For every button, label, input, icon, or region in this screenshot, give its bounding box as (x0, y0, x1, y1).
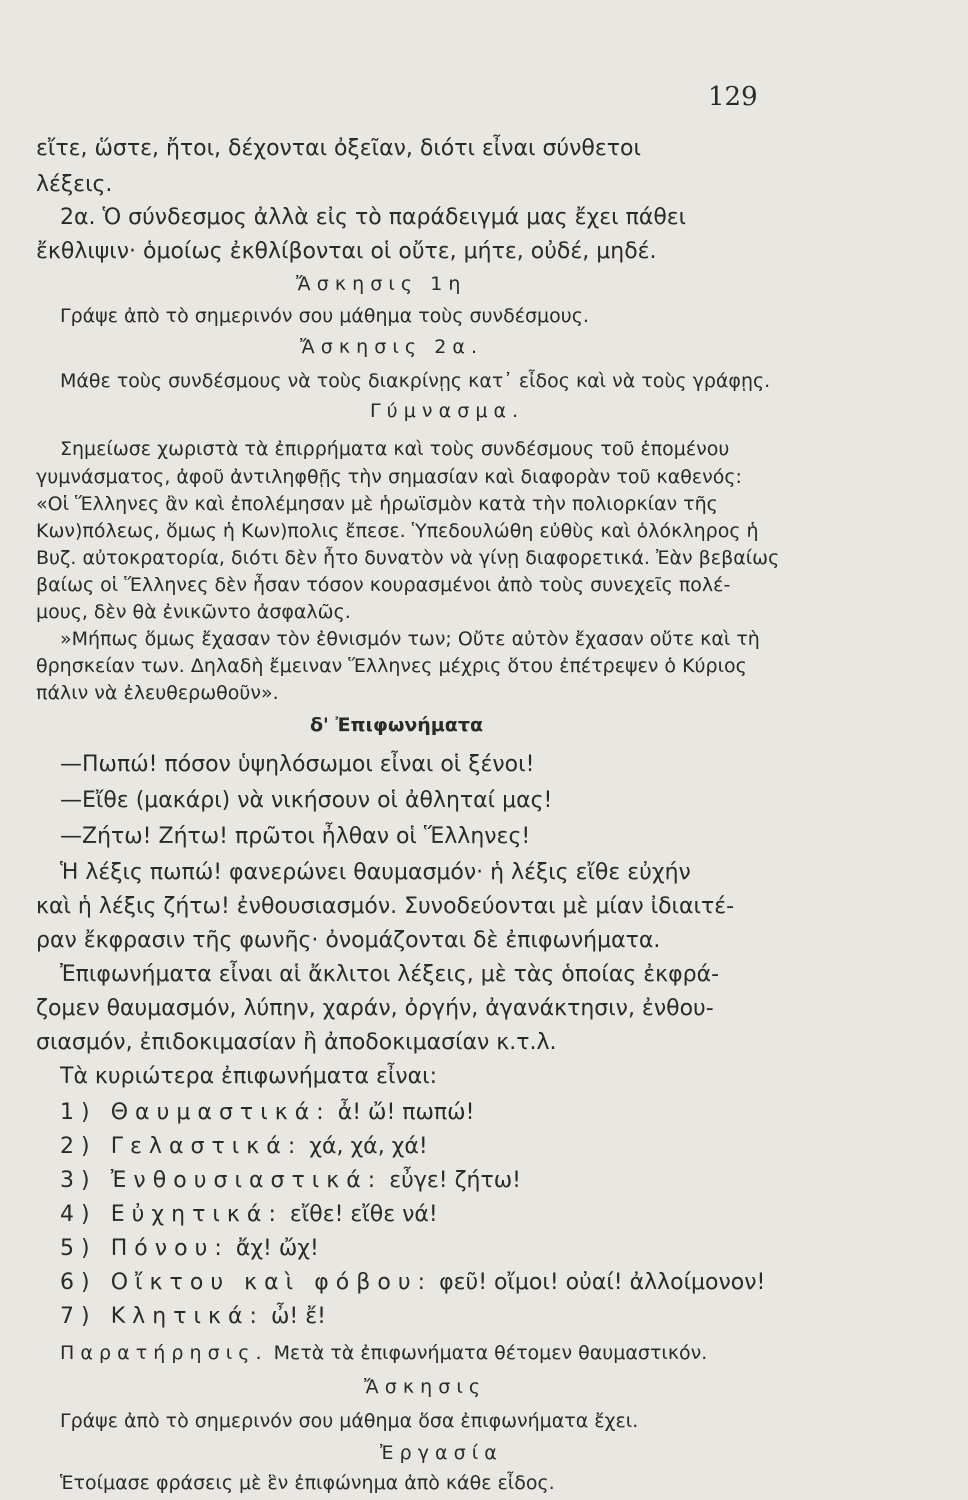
list-item (60, 1238, 319, 1260)
example-line: —Ζήτω! Ζήτω! πρῶτοι ἦλθαν οἱ Ἕλληνες! (60, 824, 531, 849)
intro-line-1: εἴτε, ὥστε, ἤτοι, δέχονται ὀξεῖαν, διότι εἶναι σύνθετοι (36, 136, 641, 161)
gymnasma-line: μους, δὲν θὰ ἐνικῶντο ἀσφαλῶς. (36, 601, 351, 623)
explanation-line: Τὰ κυριώτερα ἐπιφωνήματα εἶναι: (60, 1064, 438, 1089)
list-item-value: εἴθε! εἴθε νά! (289, 1202, 438, 1227)
note (60, 1344, 707, 1363)
list-item-label: 7) Κλητικά: (60, 1304, 264, 1329)
list-item-label: 5) Πόνου: (60, 1236, 229, 1261)
gymnasma-line: Κων)πόλεως, ὅμως ἡ Κων)πολις ἔπεσε. Ὑπεδουλώθη εὐθὺς καὶ ὁλόκληρος ἡ (36, 520, 759, 542)
gymnasma-line: Σημείωσε χωριστὰ τὰ ἐπιρρήματα καὶ τοὺς συνδέσμους τοῦ ἑπομένου (60, 438, 730, 460)
list-item-value: εὖγε! ζήτω! (389, 1168, 521, 1193)
work-text: Ἑτοίμασε φράσεις μὲ ἓν ἐπιφώνημα ἀπὸ κάθε εἶδος. (60, 1472, 555, 1494)
explanation-line: Ἐπιφωνήματα εἶναι αἱ ἄκλιτοι λέξεις, μὲ τὰς ὁποίας ἐκφρά- (60, 962, 720, 987)
exercise-2-title: Ἄσκησις 2α. (300, 336, 484, 358)
list-item-value: ἄχ! ὤχ! (235, 1236, 319, 1261)
gymnasma-line: βαίως οἱ Ἕλληνες δὲν ἦσαν τόσον κουρασμένοι ἀπὸ τοὺς συνεχεῖς πολέ- (36, 574, 731, 596)
gymnasma-line: »Μήπως ὅμως ἔχασαν τὸν ἐθνισμόν των; Οὔτε αὐτὸν ἔχασαν οὔτε καὶ τὴ (60, 628, 760, 650)
list-item (60, 1136, 428, 1158)
intro-line-4: ἔκθλιψιν· ὁμοίως ἐκθλίβονται οἱ οὔτε, μήτε, οὐδέ, μηδέ. (36, 239, 657, 264)
gymnasma-line: πάλιν νὰ ἐλευθερωθοῦν». (36, 682, 279, 704)
exercise-3-text: Γράψε ἀπὸ τὸ σημερινόν σου μάθημα ὅσα ἐπιφωνήματα ἔχει. (60, 1410, 639, 1432)
gymnasma-line: Βυζ. αὐτοκρατορία, διότι δὲν ἦτο δυνατὸν νὰ γίνῃ διαφορετικά. Ἐὰν βεβαίως (36, 547, 780, 569)
list-item-label: 2) Γελαστικά: (60, 1134, 303, 1159)
page-number: 129 (708, 82, 758, 112)
gymnasma-line: γυμνάσματος, ἀφοῦ ἀντιληφθῇς τὴν σημασίαν καὶ διαφορὰν τοῦ καθενός: (36, 466, 742, 488)
example-line: —Πωπώ! πόσον ὑψηλόσωμοι εἶναι οἱ ξένοι! (60, 752, 535, 777)
list-item-value: φεῦ! οἴμοι! οὐαί! ἀλλοίμονον! (439, 1270, 766, 1295)
exercise-1-title: Ἄσκησις 1η (296, 273, 467, 295)
explanation-line: καὶ ἡ λέξις ζήτω! ἐνθουσιασμόν. Συνοδεύονται μὲ μίαν ἰδιαιτέ- (36, 894, 735, 919)
list-item-label: 4) Εὐχητικά: (60, 1202, 283, 1227)
example-line: —Εἴθε (μακάρι) νὰ νικήσουν οἱ ἀθληταί μας! (60, 788, 553, 813)
note-text: Μετὰ τὰ ἐπιφωνήματα θέτομεν θαυμαστικόν. (273, 1342, 708, 1364)
intro-line-2: λέξεις. (36, 172, 113, 197)
list-item (60, 1102, 474, 1124)
exercise-3-title: Ἄσκησις (364, 1376, 487, 1398)
list-item-label: 3) Ἐνθουσιαστικά: (60, 1168, 383, 1193)
list-item-value: ἆ! ὤ! πωπώ! (337, 1100, 475, 1125)
section-heading: δ' Ἐπιφωνήματα (310, 714, 484, 736)
list-item (60, 1170, 521, 1192)
list-item-label: 6) Οἴκτου καὶ φόβου: (60, 1270, 433, 1295)
list-item-value: χά, χά, χά! (309, 1134, 428, 1159)
work-title: Ἐργασία (380, 1442, 503, 1464)
explanation-line: ραν ἔκφρασιν τῆς φωνῆς· ὀνομάζονται δὲ ἐπιφωνήματα. (36, 928, 661, 953)
list-item-label: 1) Θαυμαστικά: (60, 1100, 331, 1125)
gymnasma-line: θρησκείαν των. Δηλαδὴ ἔμειναν Ἕλληνες μέχρις ὅτου ἐπέτρεψεν ὁ Κύριος (36, 655, 747, 677)
intro-line-3: 2α. Ὁ σύνδεσμος ἀλλὰ εἰς τὸ παράδειγμά μας ἔχει πάθει (60, 205, 687, 230)
gymnasma-line: «Οἱ Ἕλληνες ἂν καὶ ἐπολέμησαν μὲ ἡρωϊσμὸν κατὰ τὴν πολιορκίαν τῆς (36, 493, 718, 515)
note-label: Παρατήρησις. (60, 1342, 268, 1364)
exercise-1-text: Γράψε ἀπὸ τὸ σημερινόν σου μάθημα τοὺς συνδέσμους. (60, 305, 589, 327)
explanation-line: σιασμόν, ἐπιδοκιμασίαν ἢ ἀποδοκιμασίαν κ.τ.λ. (36, 1030, 557, 1055)
gymnasma-title: Γύμνασμα. (370, 400, 525, 422)
list-item-value: ὦ! ἔ! (270, 1304, 326, 1329)
list-item (60, 1272, 765, 1294)
list-item (60, 1306, 326, 1328)
exercise-2-text: Μάθε τοὺς συνδέσμους νὰ τοὺς διακρίνῃς κατ᾽ εἶδος καὶ νὰ τοὺς γράφῃς. (60, 370, 771, 392)
explanation-line: ζομεν θαυμασμόν, λύπην, χαράν, ὀργήν, ἀγανάκτησιν, ἐνθου- (36, 996, 714, 1021)
list-item (60, 1204, 438, 1226)
explanation-line: Ἡ λέξις πωπώ! φανερώνει θαυμασμόν· ἡ λέξις εἴθε εὐχήν (60, 860, 691, 885)
